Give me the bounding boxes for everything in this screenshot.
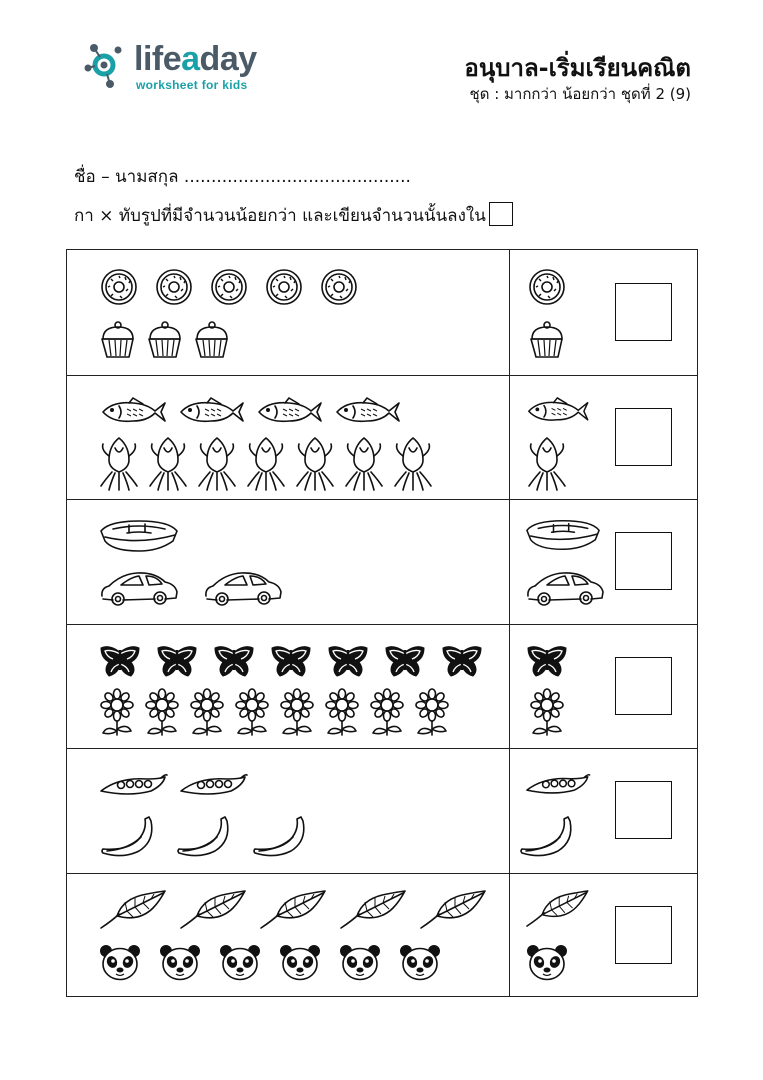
question-row bbox=[67, 499, 697, 625]
squid-icon bbox=[99, 436, 139, 492]
panda-icon bbox=[219, 943, 261, 981]
donut-icon bbox=[99, 267, 139, 307]
lifeaday-logo bbox=[82, 38, 282, 96]
squid-icon bbox=[393, 436, 433, 492]
question-row bbox=[67, 375, 697, 501]
column-divider bbox=[509, 250, 510, 375]
panda-icon bbox=[339, 943, 381, 981]
boat-icon bbox=[525, 517, 601, 553]
donut-icon bbox=[154, 267, 194, 307]
butterfly-icon bbox=[384, 644, 426, 678]
flower-icon bbox=[369, 689, 405, 737]
worksheet-subtitle: ชุด : มากกว่า น้อยกว่า ชุดที่ 2 (9) bbox=[469, 85, 691, 103]
fish-icon bbox=[525, 397, 590, 426]
squid-icon bbox=[246, 436, 286, 492]
flower-icon bbox=[234, 689, 270, 737]
answer-box[interactable] bbox=[615, 781, 672, 839]
name-field-line: ชื่อ – นามสกุล .......................................... bbox=[74, 167, 411, 187]
panda-icon bbox=[279, 943, 321, 981]
worksheet-grid bbox=[66, 249, 698, 997]
peapod-icon bbox=[179, 773, 249, 797]
panda-icon bbox=[99, 943, 141, 981]
flower-icon bbox=[414, 689, 450, 737]
column-divider bbox=[509, 375, 510, 500]
butterfly-icon bbox=[270, 644, 312, 678]
cupcake-icon bbox=[99, 319, 137, 359]
answer-box[interactable] bbox=[615, 283, 672, 341]
column-divider bbox=[509, 624, 510, 749]
column-divider bbox=[509, 873, 510, 998]
logo-icon bbox=[82, 40, 132, 90]
answer-box[interactable] bbox=[615, 408, 672, 466]
donut-icon bbox=[264, 267, 304, 307]
butterfly-icon bbox=[99, 644, 141, 678]
leaf-icon bbox=[525, 890, 592, 928]
column-divider bbox=[509, 748, 510, 873]
butterfly-icon bbox=[327, 644, 369, 678]
cupcake-icon bbox=[528, 319, 566, 359]
donut-icon bbox=[527, 267, 567, 307]
leaf-icon bbox=[419, 890, 489, 930]
example-box-icon bbox=[489, 202, 513, 226]
logo-tagline: worksheet for kids bbox=[136, 78, 248, 92]
fish-icon bbox=[99, 397, 167, 427]
instruction-text: ทับรูปที่มีจำนวนน้อยกว่า และเขียนจำนวนนั้นลงใน bbox=[118, 206, 486, 226]
answer-box[interactable] bbox=[615, 532, 672, 590]
fish-icon bbox=[177, 397, 245, 427]
answer-box[interactable] bbox=[615, 906, 672, 964]
leaf-icon bbox=[259, 890, 329, 930]
panda-icon bbox=[159, 943, 201, 981]
question-row bbox=[67, 250, 697, 376]
leaf-icon bbox=[99, 890, 169, 930]
peapod-icon bbox=[99, 773, 169, 797]
flower-icon bbox=[529, 689, 565, 737]
question-row bbox=[67, 748, 697, 874]
squid-icon bbox=[197, 436, 237, 492]
car-icon bbox=[525, 568, 605, 608]
donut-icon bbox=[319, 267, 359, 307]
question-row bbox=[67, 624, 697, 750]
banana-icon bbox=[175, 815, 233, 859]
cupcake-icon bbox=[146, 319, 184, 359]
fish-icon bbox=[255, 397, 323, 427]
leaf-icon bbox=[179, 890, 249, 930]
fish-icon bbox=[333, 397, 401, 427]
squid-icon bbox=[295, 436, 335, 492]
car-icon bbox=[99, 568, 179, 608]
instruction bbox=[74, 202, 513, 229]
flower-icon bbox=[144, 689, 180, 737]
column-divider bbox=[509, 499, 510, 624]
boat-icon bbox=[99, 517, 179, 555]
squid-icon bbox=[148, 436, 188, 492]
flower-icon bbox=[189, 689, 225, 737]
logo-wordmark: lifeaday bbox=[134, 40, 257, 78]
butterfly-icon bbox=[526, 644, 568, 678]
butterfly-icon bbox=[441, 644, 483, 678]
banana-icon bbox=[99, 815, 157, 859]
panda-icon bbox=[399, 943, 441, 981]
cupcake-icon bbox=[193, 319, 231, 359]
flower-icon bbox=[279, 689, 315, 737]
banana-icon bbox=[251, 815, 309, 859]
butterfly-icon bbox=[156, 644, 198, 678]
flower-icon bbox=[324, 689, 360, 737]
squid-icon bbox=[527, 436, 567, 492]
peapod-icon bbox=[525, 773, 592, 796]
panda-icon bbox=[526, 943, 568, 981]
flower-icon bbox=[99, 689, 135, 737]
cross-mark-icon: × bbox=[99, 206, 114, 226]
question-row bbox=[67, 873, 697, 998]
car-icon bbox=[203, 568, 283, 608]
instruction-prefix: กา bbox=[74, 206, 94, 226]
squid-icon bbox=[344, 436, 384, 492]
answer-box[interactable] bbox=[615, 657, 672, 715]
banana-icon bbox=[518, 815, 576, 859]
butterfly-icon bbox=[213, 644, 255, 678]
donut-icon bbox=[209, 267, 249, 307]
leaf-icon bbox=[339, 890, 409, 930]
worksheet-title: อนุบาล-เริ่มเรียนคณิต bbox=[464, 54, 691, 82]
